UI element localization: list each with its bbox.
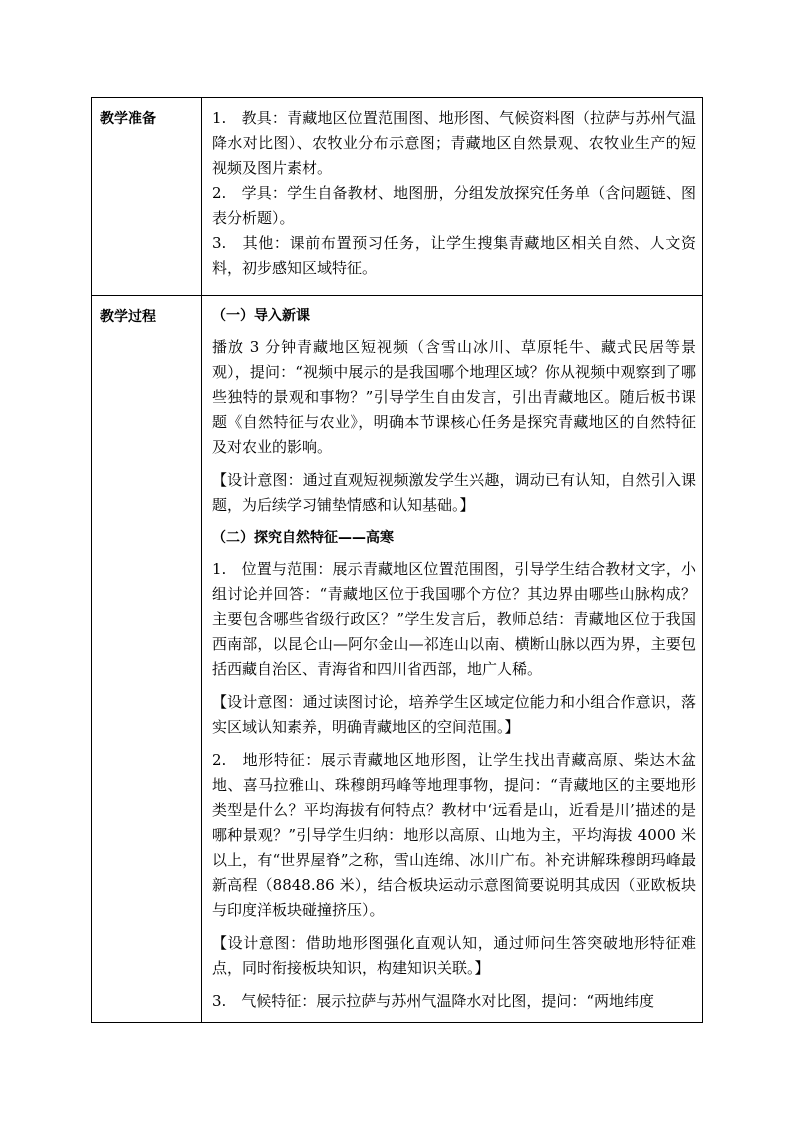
row-label-preparation: 教学准备: [100, 111, 156, 127]
design-intent-intro: 【设计意图：通过直观短视频激发学生兴趣，调动已有认知，自然引入课题，为后续学习铺垫情感和认知基础。】: [212, 471, 696, 514]
content-cell: [202, 98, 703, 296]
label-cell: [92, 296, 202, 1023]
prep-item-learning-aids: 2. 学具：学生自备教材、地图册，分组发放探究任务单（含问题链、图表分析题）。: [212, 184, 696, 227]
lesson-plan-table: [91, 97, 703, 1023]
table-row-preparation: [92, 98, 703, 296]
section-heading-intro: （一）导入新课: [212, 308, 310, 324]
design-intent-location: 【设计意图：通过读图讨论，培养学生区域定位能力和小组合作意识，落实区域认知素养，明确青藏地区的空间范围。】: [212, 693, 696, 736]
content-cell: [202, 296, 703, 1023]
prep-item-teaching-aids: 1. 教具：青藏地区位置范围图、地形图、气候资料图（拉萨与苏州气温降水对比图）、农牧业分布示意图；青藏地区自然景观、农牧业生产的短视频及图片素材。: [212, 109, 696, 177]
intro-paragraph: 播放 3 分钟青藏地区短视频（含雪山冰川、草原牦牛、藏式民居等景观），提问：“视频中展示的是我国哪个地理区域？你从视频中观察到了哪些独特的景观和事物？”引导学生自由发言，引出青藏地区。随后板书课题《自然特征与农业》，明确本节课核心任务是探究青藏地区的自然特征及对农业的影响。: [212, 338, 696, 456]
prep-item-other: 3. 其他：课前布置预习任务，让学生搜集青藏地区相关自然、人文资料，初步感知区域特征。: [212, 234, 696, 277]
row-label-process: 教学过程: [100, 309, 156, 325]
section-heading-natural-features: （二）探究自然特征——高寒: [212, 530, 394, 546]
terrain-paragraph: 2. 地形特征：展示青藏地区地形图，让学生找出青藏高原、柴达木盆地、喜马拉雅山、珠穆朗玛峰等地理事物，提问：“青藏地区的主要地形类型是什么？平均海拔有何特点？教材中‘远看是山，近看是川’描述的是哪种景观？”引导学生归纳：地形以高原、山地为主，平均海拔 4000 米以上，有“世界屋脊”之称，雪山连绵、冰川广布。补充讲解珠穆朗玛峰最新高程（8848.86 米），结合板块运动示意图简要说明其成因（亚欧板块与印度洋板块碰撞挤压）。: [212, 751, 696, 919]
climate-paragraph: 3. 气候特征：展示拉萨与苏州气温降水对比图，提问：“两地纬度: [212, 992, 654, 1010]
label-cell: [92, 98, 202, 296]
location-range-paragraph: 1. 位置与范围：展示青藏地区位置范围图，引导学生结合教材文字，小组讨论并回答：“青藏地区位于我国哪个方位？其边界由哪些山脉构成？主要包含哪些省级行政区？”学生发言后，教师总结：青藏地区位于我国西南部，以昆仑山—阿尔金山—祁连山以南、横断山脉以西为界，主要包括西藏自治区、青海省和四川省西部，地广人稀。: [212, 560, 696, 678]
table-row-process: [92, 296, 703, 1023]
design-intent-terrain: 【设计意图：借助地形图强化直观认知，通过师问生答突破地形特征难点，同时衔接板块知识，构建知识关联。】: [212, 934, 696, 977]
